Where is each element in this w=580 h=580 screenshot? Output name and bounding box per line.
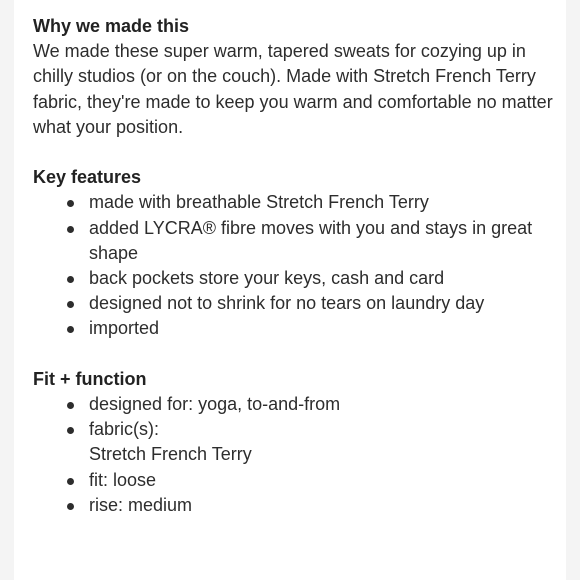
list-item-text: fit: loose [89,469,157,490]
why-body: We made these super warm, tapered sweats for cozying up in chilly studios (or on the couch). Made with Stretch French Terry fabric, they're made to keep you warm and comfortable no matter what your position. [33,41,553,137]
list-item-text: rise: medium [89,494,193,515]
list-item-text: designed for: yoga, to-and-from [89,394,341,415]
fit-function-heading: Fit + function [33,368,147,389]
product-description-card [14,0,566,580]
list-item [33,417,553,467]
list-item: added LYCRA® fibre moves with you and stays in great shape [33,216,553,266]
why-we-made-this-section [33,14,553,140]
list-item-text: fabric(s): [89,419,160,440]
list-item: made with breathable Stretch French Terry [33,190,553,215]
list-item-continuation: Stretch French Terry [89,444,252,465]
list-item [33,392,553,417]
key-features-section [33,165,553,341]
section-spacer [33,342,553,367]
fit-function-list [33,392,553,518]
list-item [33,468,553,493]
list-item: imported [33,316,553,341]
key-features-list [33,190,553,341]
section-spacer [33,140,553,165]
why-heading: Why we made this [33,16,190,36]
list-item [33,493,553,518]
product-description [33,14,553,518]
key-features-heading: Key features [33,167,142,188]
list-item: designed not to shrink for no tears on laundry day [33,291,553,316]
fit-function-section [33,367,553,518]
list-item: back pockets store your keys, cash and card [33,266,553,291]
